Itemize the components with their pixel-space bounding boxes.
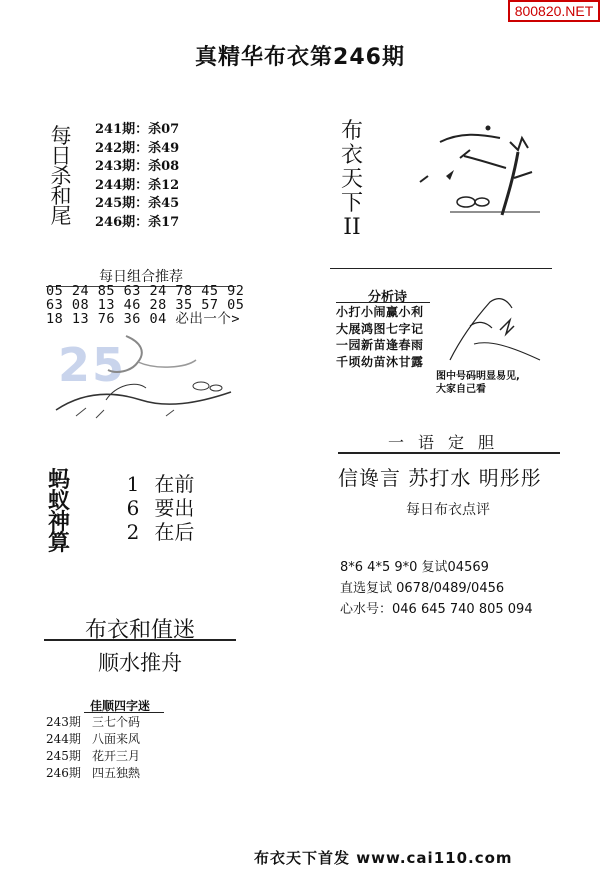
riddle-row xyxy=(46,765,140,782)
kill-tail-row: 241期：杀07 xyxy=(95,122,180,137)
kill-tail-row: 242期：杀49 xyxy=(95,140,180,156)
combo-row: 18 13 76 36 04 必出一个> xyxy=(46,311,241,327)
buyi-tianxia-char: 布 xyxy=(340,119,363,144)
kill-tail-row: 243期：杀08 xyxy=(95,159,180,174)
kill-tail-label-char: 每 xyxy=(50,124,72,148)
mayi-label-char: 神 xyxy=(47,509,70,535)
yiyu-line: 信谗言 苏打水 明彤彤 xyxy=(338,466,542,490)
poem-caption xyxy=(436,370,520,396)
mayi-label-char: 蚂 xyxy=(47,467,70,493)
poem-caption-line: 大家自己看 xyxy=(436,384,486,395)
kill-tail-label-char: 日 xyxy=(50,144,72,168)
riddle-period: 244期 xyxy=(46,732,81,746)
mayi-label-char: 蚁 xyxy=(47,488,70,514)
combo-rows xyxy=(46,284,244,326)
mayi-label-char: 算 xyxy=(47,530,70,556)
kill-tail-row: 244期：杀12 xyxy=(95,177,180,193)
combo-pick-line: 8*6 4*5 9*0 复试04569 xyxy=(340,560,489,575)
divider xyxy=(330,268,552,269)
poem-heading: 分析诗 xyxy=(368,290,408,305)
mayi-number: 2 xyxy=(126,520,140,544)
buyi-mi-title: 布衣和值迷 xyxy=(84,618,195,643)
divider xyxy=(44,639,236,641)
buyi-tianxia-label xyxy=(336,120,368,240)
kill-tail-row: 246期：杀17 xyxy=(95,214,180,230)
page-title: 真精华布衣第246期 xyxy=(195,45,405,70)
poem-sketch-image xyxy=(440,290,550,368)
kill-tail-list xyxy=(95,121,179,232)
buyi-tianxia-char: 下 xyxy=(340,191,363,216)
riddle-period: 243期 xyxy=(46,715,81,729)
site-badge: 800820.NET xyxy=(508,0,600,22)
buyi-tianxia-char: 天 xyxy=(340,167,363,192)
riddle-period: 246期 xyxy=(46,766,81,780)
kill-tail-label-char: 尾 xyxy=(50,204,72,228)
riddle-row xyxy=(46,714,140,731)
mayi-text: 在前 xyxy=(154,472,195,496)
mayi-text: 要出 xyxy=(154,496,195,520)
combo-heading: 每日组合推荐 xyxy=(46,266,236,287)
mayi-number: 1 xyxy=(126,472,140,496)
poem-caption-line: 图中号码明显易见, xyxy=(436,371,520,382)
kill-tail-label xyxy=(46,126,76,226)
riddle-list xyxy=(46,714,140,782)
poem-line: 大展鸿图七字记 xyxy=(336,321,424,336)
buyi-mi-answer: 顺水推舟 xyxy=(98,651,182,675)
divider xyxy=(336,302,430,303)
buyi-tianxia-char: II xyxy=(343,215,361,240)
riddle-text: 花开三月 xyxy=(92,749,141,763)
yiyu-title: 一语定胆 xyxy=(387,433,508,452)
divider xyxy=(84,712,164,713)
kill-tail-label-char: 杀 xyxy=(50,164,72,188)
divider xyxy=(338,452,560,454)
mayi-text: 在后 xyxy=(154,520,195,544)
buyi-tianxia-char: 衣 xyxy=(340,143,363,168)
combo-row: 05 24 85 63 24 78 45 92 xyxy=(46,283,245,299)
daily-review: 每日布衣点评 xyxy=(406,502,490,518)
mayi-label xyxy=(46,467,72,556)
footer-text: 布衣天下首发 www.cai110.com xyxy=(254,849,513,867)
poem-line: 千顷幼苗沐甘露 xyxy=(336,354,424,369)
kill-tail-label-char: 和 xyxy=(50,184,72,208)
riddle-text: 三七个码 xyxy=(92,715,141,729)
mayi-row xyxy=(118,516,194,545)
kill-tail-row: 245期：杀45 xyxy=(95,196,180,211)
crane-sketch-image xyxy=(46,330,236,420)
combo-picks xyxy=(340,557,533,620)
riddle-text: 八面来风 xyxy=(92,732,141,746)
combo-pick-line: 心水号：046 645 740 805 094 xyxy=(340,602,533,617)
combo-row: 63 08 13 46 28 35 57 05 xyxy=(46,297,245,313)
watermark-number: 25 xyxy=(58,338,127,392)
combo-pick-line: 直选复试 0678/0489/0456 xyxy=(340,581,505,596)
riddle-text: 四五独熱 xyxy=(92,766,141,780)
riddle-heading: 佳顺四字迷 xyxy=(90,699,151,713)
poem-lines xyxy=(336,304,424,370)
poem-line: 一园新苗逢春雨 xyxy=(336,338,424,352)
riddle-row xyxy=(46,748,140,765)
riddle-period: 245期 xyxy=(46,749,81,763)
poem-line: 小打小闹赢小利 xyxy=(336,305,424,319)
riddle-row xyxy=(46,731,140,748)
mayi-number: 6 xyxy=(126,496,140,520)
tree-sketch-image xyxy=(410,120,550,220)
